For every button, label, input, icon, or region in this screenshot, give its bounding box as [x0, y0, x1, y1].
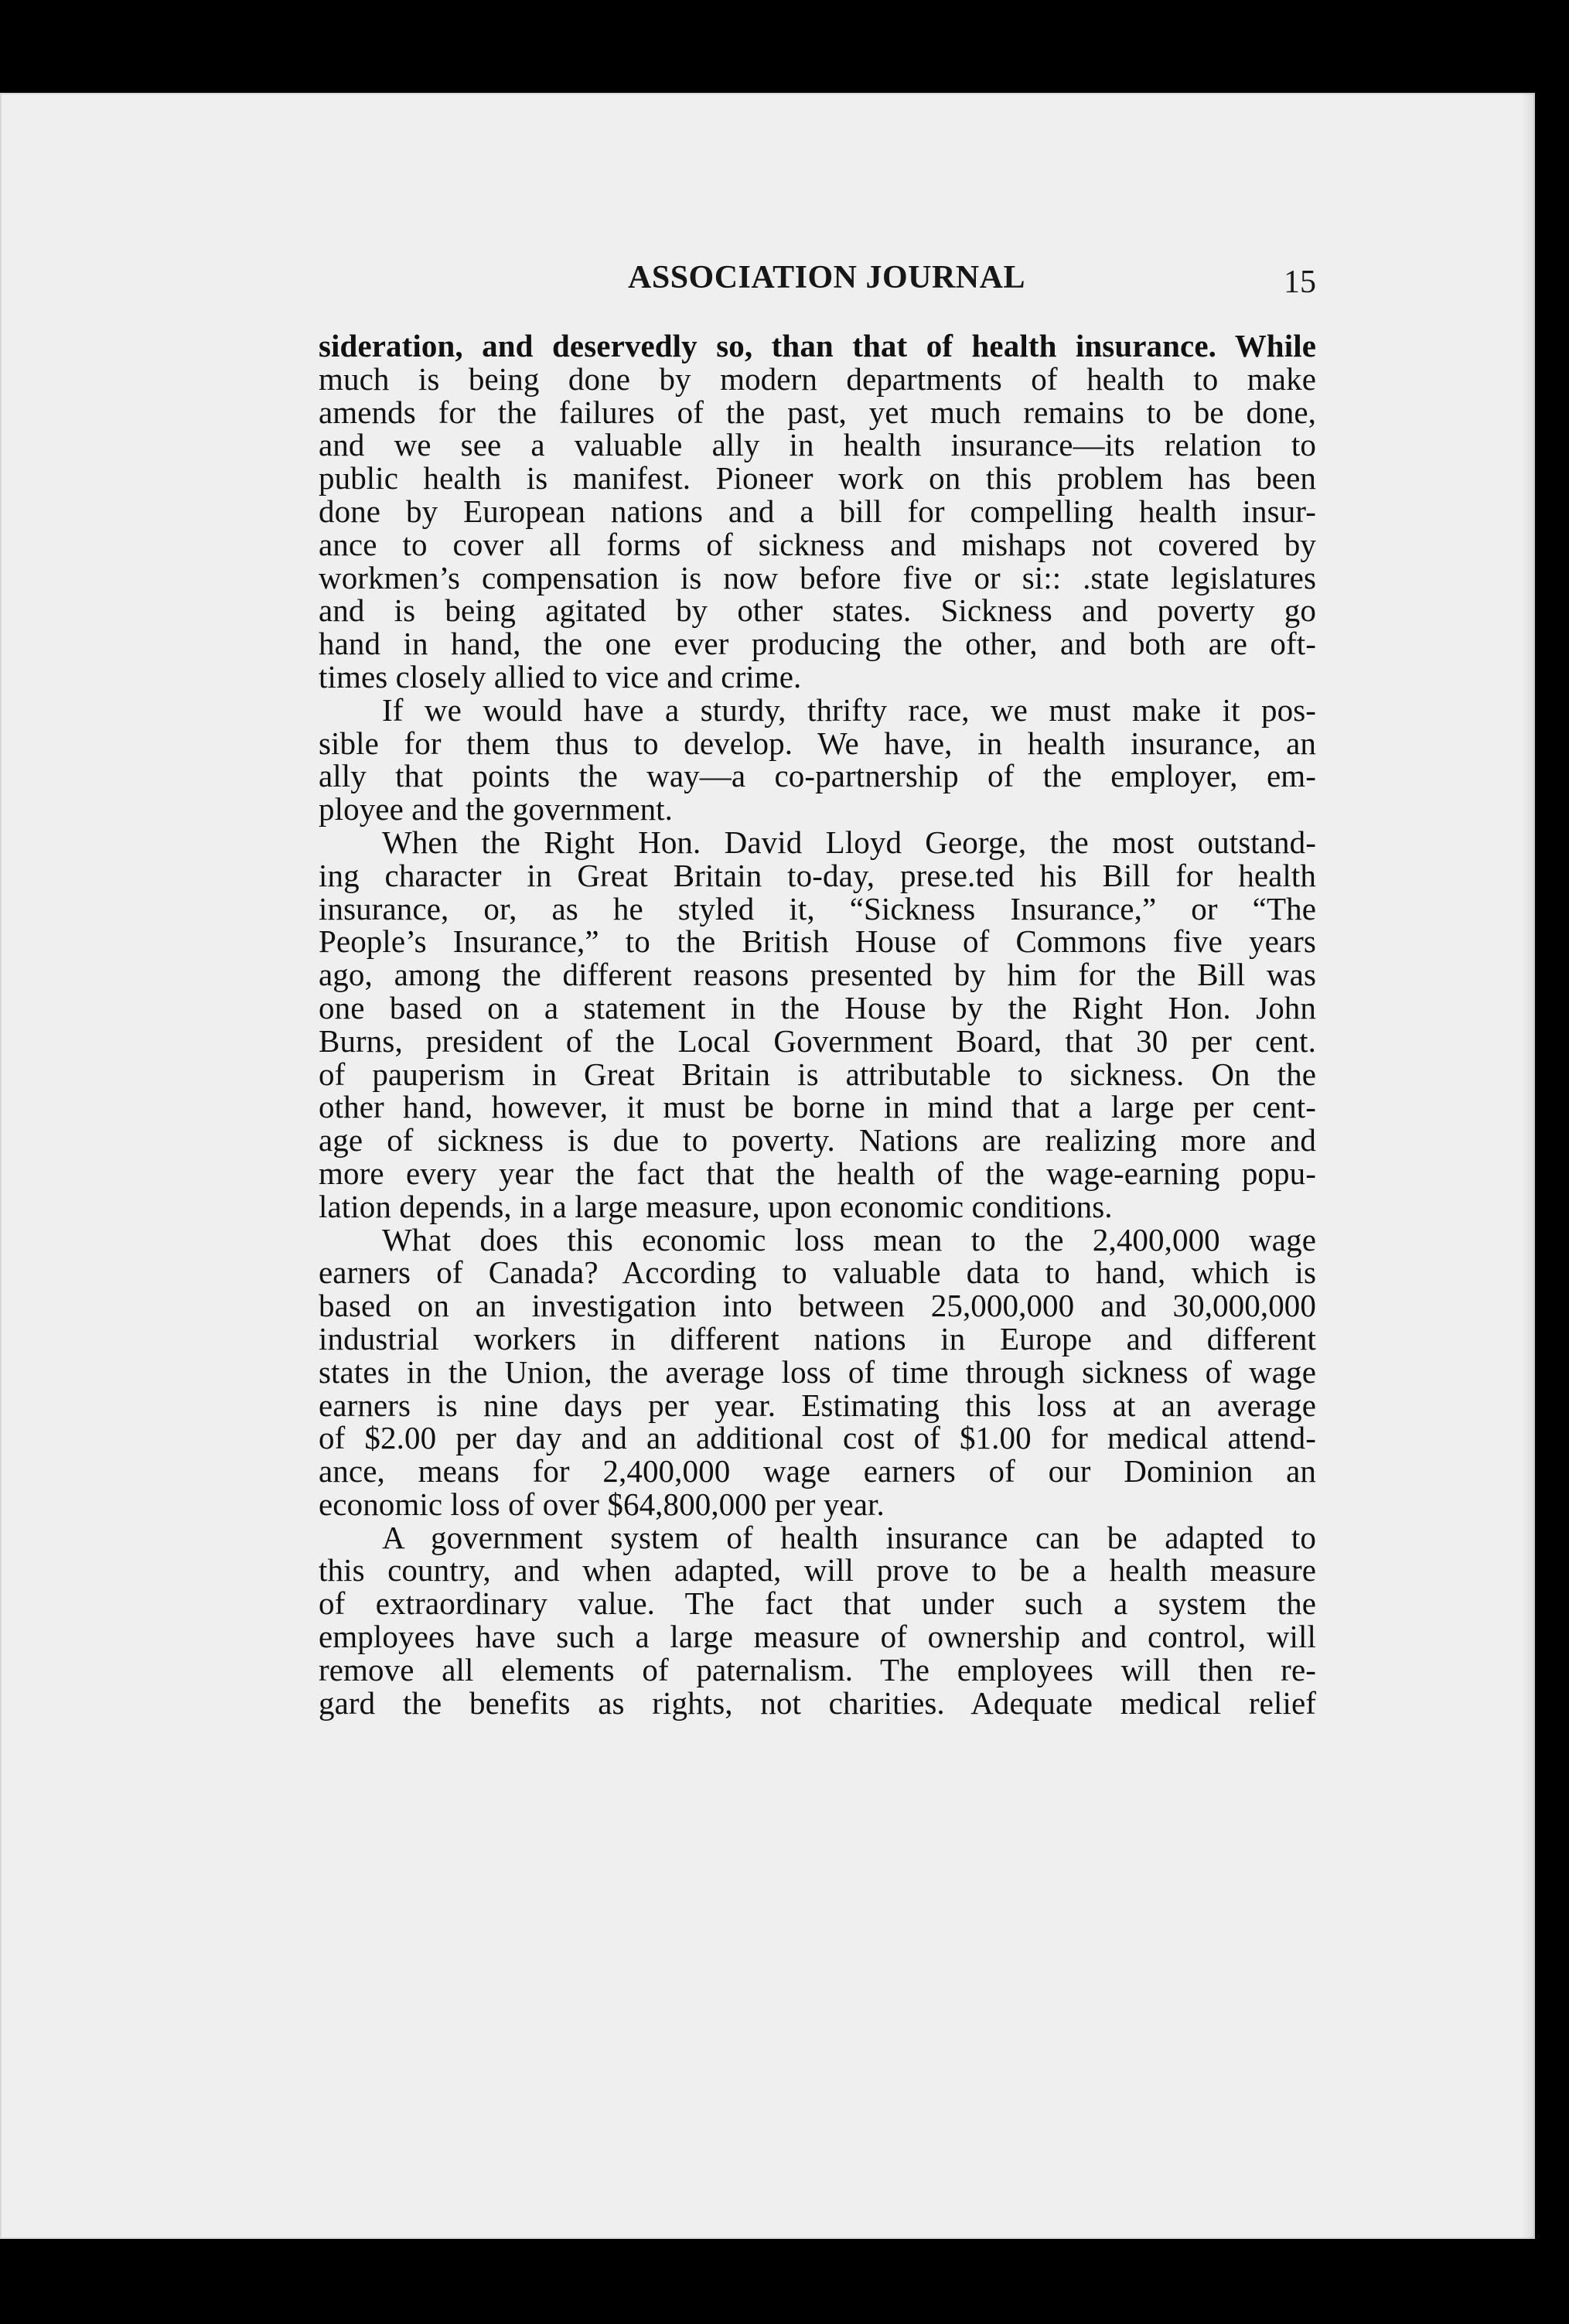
text-line: insurance, or, as he styled it, “Sickness Insurance,” or “The	[319, 890, 1316, 927]
text-line: ally that points the way—a co-partnership of the employer, em-	[319, 758, 1316, 794]
text-line: one based on a statement in the House by the Right Hon. John	[319, 989, 1316, 1025]
text-line: of $2.00 per day and an additional cost of $1.00 for medical attend-	[319, 1420, 1316, 1456]
text-line: sible for them thus to develop. We have, in health insurance, an	[319, 725, 1316, 761]
text-line: and is being agitated by other states. Sickness and poverty go	[319, 592, 1316, 629]
text-line: of extraordinary value. The fact that under such a system the	[319, 1585, 1316, 1622]
text-line: and we see a valuable ally in health insurance—its relation to	[319, 427, 1316, 463]
text-line: other hand, however, it must be borne in mind that a large per cent-	[319, 1089, 1316, 1125]
text-line: industrial workers in different nations in Europe and different	[319, 1320, 1316, 1357]
text-line: based on an investigation into between 25,000,000 and 30,000,000	[319, 1288, 1316, 1324]
text-line: economic loss of over $64,800,000 per year.	[319, 1486, 885, 1522]
text-line: public health is manifest. Pioneer work on this problem has been	[319, 460, 1316, 497]
text-line: of pauperism in Great Britain is attributable to sickness. On the	[319, 1056, 1316, 1092]
text-line: times closely allied to vice and crime.	[319, 658, 802, 694]
running-head: ASSOCIATION JOURNAL	[628, 260, 1025, 295]
text-line: remove all elements of paternalism. The employees will then re-	[319, 1651, 1316, 1688]
text-line: done by European nations and a bill for compelling health insur-	[319, 493, 1316, 529]
body-text	[319, 329, 1316, 1719]
text-line: ing character in Great Britain to-day, prese.ted his Bill for health	[319, 857, 1316, 893]
text-line: sideration, and deservedly so, than that of health insurance. While	[319, 328, 1316, 363]
text-line: more every year the fact that the health of the wage-earning popu-	[319, 1155, 1316, 1191]
text-line: ago, among the different reasons presented by him for the Bill was	[319, 957, 1316, 993]
text-line: amends for the failures of the past, yet much remains to be done,	[319, 394, 1316, 430]
text-line: When the Right Hon. David Lloyd George, the most outstand-	[382, 824, 1316, 860]
text-line: ance, means for 2,400,000 wage earners of our Dominion an	[319, 1453, 1316, 1490]
text-line: If we would have a sturdy, thrifty race, we must make it pos-	[382, 691, 1316, 728]
text-line: hand in hand, the one ever producing the other, and both are oft-	[319, 626, 1316, 662]
text-line: People’s Insurance,” to the British House of Commons five years	[319, 923, 1316, 960]
text-line: employees have such a large measure of ownership and control, will	[319, 1619, 1316, 1655]
text-line: gard the benefits as rights, not charities. Adequate medical relief	[319, 1684, 1316, 1721]
text-line: Burns, president of the Local Government Board, that 30 per cent.	[319, 1022, 1316, 1059]
text-line: ployee and the government.	[319, 791, 674, 828]
text-line: lation depends, in a large measure, upon economic conditions.	[319, 1188, 1113, 1224]
text-line: much is being done by modern departments of health to make	[319, 360, 1316, 397]
page-header	[319, 259, 1316, 305]
text-line: What does this economic loss mean to the 2,400,000 wage	[382, 1221, 1316, 1258]
text-line: this country, and when adapted, will prove to be a health measure	[319, 1552, 1316, 1589]
text-line: ance to cover all forms of sickness and mishaps not covered by	[319, 526, 1316, 562]
text-line: earners of Canada? According to valuable data to hand, which is	[319, 1254, 1316, 1291]
text-line: A government system of health insurance can be adapted to	[382, 1519, 1316, 1555]
text-line: states in the Union, the average loss of time through sickness of wage	[319, 1353, 1316, 1390]
text-line: age of sickness is due to poverty. Nations are realizing more and	[319, 1122, 1316, 1159]
text-line: workmen’s compensation is now before five or si:: .state legislatures	[319, 559, 1316, 596]
text-line: earners is nine days per year. Estimating this loss at an average	[319, 1387, 1316, 1423]
page-number: 15	[1284, 264, 1316, 300]
